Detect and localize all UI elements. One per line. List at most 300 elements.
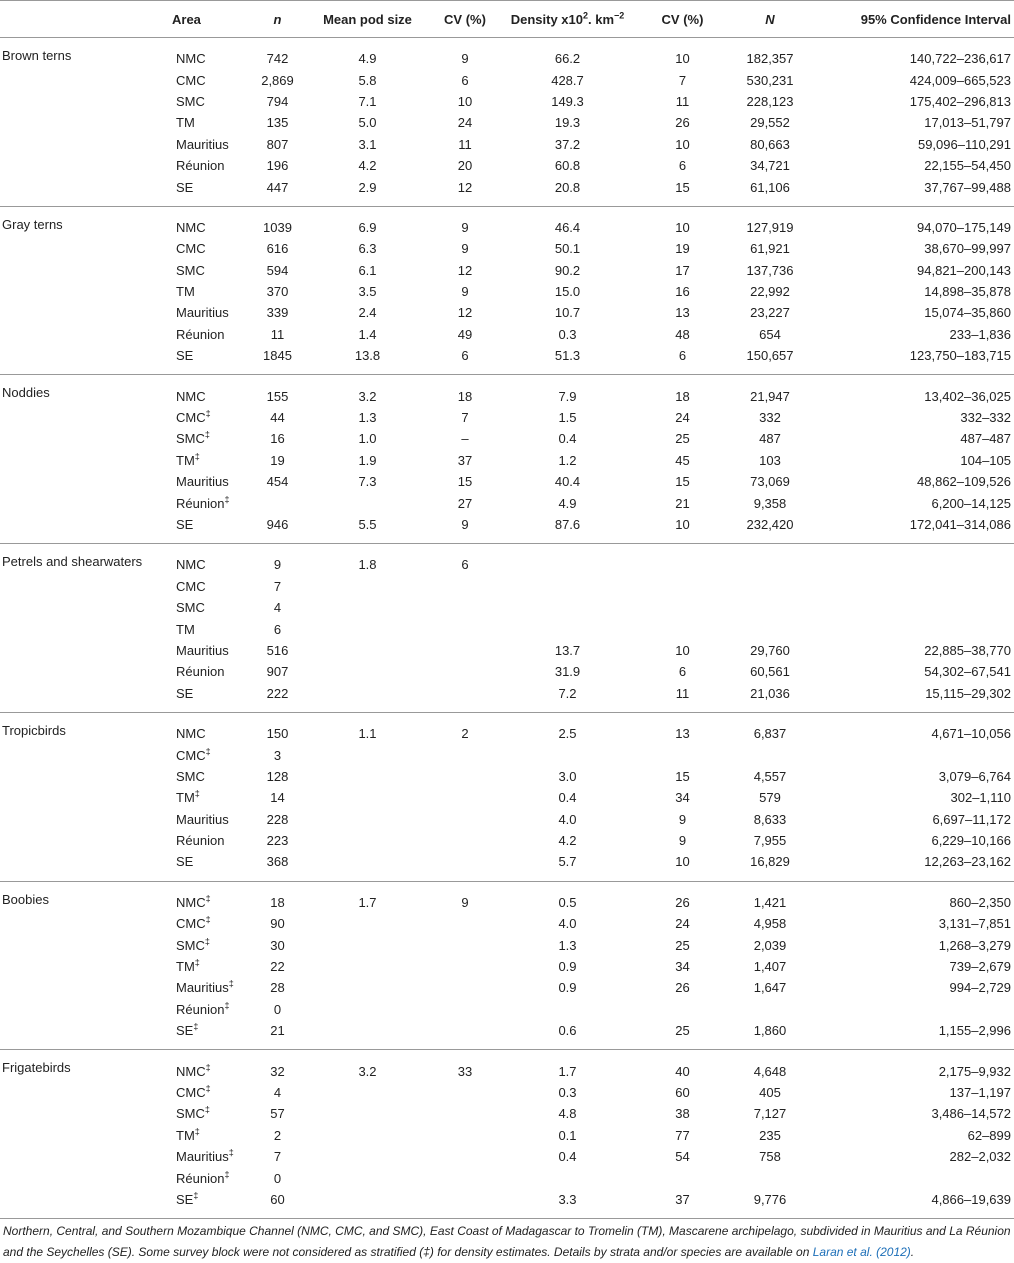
cell-n: 16 bbox=[270, 431, 285, 447]
area-label: CMC bbox=[176, 578, 206, 594]
cell-area bbox=[172, 38, 245, 70]
group-name: Boobies bbox=[2, 891, 49, 907]
cell-cv-2: 24 bbox=[675, 410, 690, 426]
area-label: Réunion bbox=[176, 1001, 225, 1017]
cell-N: 80,663 bbox=[750, 136, 790, 152]
cell-cv-2: 10 bbox=[630, 851, 735, 881]
cell-mean-pod-size bbox=[310, 830, 425, 851]
stratified-marker: ‡ bbox=[228, 979, 234, 990]
stratified-marker: ‡ bbox=[204, 936, 210, 947]
stratified-marker: ‡ bbox=[194, 1126, 200, 1137]
cell-area bbox=[172, 809, 245, 830]
table-row bbox=[0, 91, 1014, 112]
cell-confidence-interval: 2,175–9,932 bbox=[938, 1063, 1011, 1079]
cell-N: 4,557 bbox=[753, 768, 787, 784]
cell-cv-1 bbox=[425, 576, 505, 597]
cell-density: 4.8 bbox=[558, 1106, 577, 1122]
cell-confidence-interval: 15,074–35,860 bbox=[924, 305, 1011, 321]
cell-cv-1: 2 bbox=[461, 726, 469, 742]
cell-area bbox=[172, 576, 245, 597]
cell-mean-pod-size bbox=[310, 1189, 425, 1219]
cell-density: 0.5 bbox=[558, 894, 577, 910]
header-N: N bbox=[735, 1, 805, 38]
cell-area bbox=[172, 1167, 245, 1188]
cell-area bbox=[172, 69, 245, 90]
cell-cv-2: 11 bbox=[630, 683, 735, 713]
cell-N: 23,227 bbox=[750, 305, 790, 321]
cell-mean-pod-size: 7.3 bbox=[358, 474, 377, 490]
cell-confidence-interval: 6,697–11,172 bbox=[932, 811, 1011, 827]
cell-mean-pod-size: 4.9 bbox=[358, 51, 377, 67]
cell-mean-pod-size: 1.0 bbox=[358, 431, 377, 447]
cell-mean-pod-size bbox=[310, 744, 425, 765]
cell-density: 66.2 bbox=[554, 51, 581, 67]
cell-density bbox=[505, 744, 630, 765]
group-name-empty bbox=[0, 597, 172, 618]
cell-density: 0.4 bbox=[558, 790, 577, 806]
table-row bbox=[0, 640, 1014, 661]
table-row bbox=[0, 618, 1014, 639]
cell-density: 2.5 bbox=[558, 726, 577, 742]
cell-n: 794 bbox=[266, 93, 289, 109]
cell-cv-1 bbox=[425, 618, 505, 639]
cell-cv-1: 33 bbox=[457, 1063, 473, 1079]
cell-area bbox=[172, 1103, 245, 1124]
cell-n: 4 bbox=[273, 1084, 282, 1100]
cell-cv-2: 13 bbox=[675, 726, 690, 742]
cell-n bbox=[245, 492, 310, 513]
cell-n: 223 bbox=[266, 833, 289, 849]
table-row bbox=[0, 851, 1014, 881]
cell-mean-pod-size bbox=[310, 999, 425, 1020]
cell-confidence-interval: 137–1,197 bbox=[949, 1084, 1011, 1100]
cell-N: 182,357 bbox=[746, 51, 794, 67]
table-row bbox=[0, 281, 1014, 302]
cell-cv-2: 40 bbox=[675, 1063, 690, 1079]
cell-N: 61,921 bbox=[750, 241, 790, 257]
group-name-empty bbox=[0, 787, 172, 808]
cell-N: 21,036 bbox=[735, 683, 805, 713]
cell-density bbox=[505, 999, 630, 1020]
cell-mean-pod-size bbox=[310, 956, 425, 977]
area-label: CMC bbox=[176, 1084, 206, 1100]
table-row bbox=[0, 787, 1014, 808]
group-name-empty bbox=[0, 238, 172, 259]
cell-confidence-interval: 15,115–29,302 bbox=[805, 683, 1014, 713]
cell-N: 21,947 bbox=[750, 388, 790, 404]
table-row bbox=[0, 514, 1014, 544]
cell-N: 1,421 bbox=[753, 894, 787, 910]
cell-area bbox=[172, 1082, 245, 1103]
cell-area bbox=[172, 956, 245, 977]
cell-cv-1: 12 bbox=[457, 305, 473, 321]
cell-cv-1: 20 bbox=[457, 158, 473, 174]
cell-area bbox=[172, 302, 245, 323]
cell-confidence-interval: 282–2,032 bbox=[949, 1149, 1011, 1165]
area-label: SE bbox=[176, 348, 194, 364]
area-label: TM bbox=[176, 959, 195, 975]
cell-density: 3.3 bbox=[505, 1189, 630, 1219]
cell-cv-1 bbox=[425, 851, 505, 881]
cell-density: 50.1 bbox=[554, 241, 581, 257]
cell-cv-1 bbox=[425, 683, 505, 713]
cell-density: 0.4 bbox=[558, 431, 577, 447]
cell-cv-2: 37 bbox=[630, 1189, 735, 1219]
cell-cv-2: 38 bbox=[675, 1106, 690, 1122]
cell-n: 135 bbox=[266, 115, 289, 131]
area-label: CMC bbox=[176, 241, 206, 257]
cell-area bbox=[172, 913, 245, 934]
group-name-empty bbox=[0, 744, 172, 765]
group-name: Frigatebirds bbox=[2, 1060, 71, 1076]
stratified-marker: ‡ bbox=[224, 494, 230, 505]
header-density-unit: . km bbox=[588, 11, 615, 27]
table-row bbox=[0, 1146, 1014, 1167]
cell-cv-2: 25 bbox=[630, 1020, 735, 1050]
table-row bbox=[0, 683, 1014, 713]
cell-n: 14 bbox=[270, 790, 285, 806]
area-label: CMC bbox=[176, 747, 206, 763]
cell-area bbox=[172, 618, 245, 639]
group-name-empty bbox=[0, 1082, 172, 1103]
stratified-marker: ‡ bbox=[224, 1000, 230, 1011]
cell-N: 103 bbox=[759, 452, 781, 468]
area-label: TM bbox=[176, 115, 195, 131]
cell-area bbox=[172, 176, 245, 206]
table-row bbox=[0, 1125, 1014, 1146]
header-cv-2: CV (%) bbox=[630, 1, 735, 38]
stratified-marker: ‡ bbox=[205, 408, 211, 419]
cell-cv-2: 45 bbox=[675, 452, 690, 468]
table-row bbox=[0, 112, 1014, 133]
cell-density: 1.2 bbox=[558, 452, 577, 468]
cell-N: 579 bbox=[759, 790, 781, 806]
cell-density: 4.2 bbox=[558, 833, 577, 849]
cell-cv-1 bbox=[425, 640, 505, 661]
cell-area bbox=[172, 428, 245, 449]
cell-area bbox=[172, 999, 245, 1020]
cell-confidence-interval: 6,200–14,125 bbox=[931, 495, 1011, 511]
cell-n: 32 bbox=[270, 1063, 285, 1079]
cell-cv-2 bbox=[630, 618, 735, 639]
table-row bbox=[0, 134, 1014, 155]
cell-n: 7 bbox=[273, 1149, 282, 1165]
area-label: TM bbox=[176, 284, 195, 300]
area-label: SMC bbox=[176, 768, 205, 784]
cell-density: 149.3 bbox=[551, 93, 584, 109]
cell-mean-pod-size bbox=[310, 1103, 425, 1124]
cell-n: 22 bbox=[270, 959, 285, 975]
stratified-marker: ‡ bbox=[193, 1021, 199, 1032]
cell-n: 11 bbox=[270, 326, 285, 342]
cell-mean-pod-size: 6.1 bbox=[358, 262, 377, 278]
area-label: SE bbox=[176, 685, 194, 701]
cell-mean-pod-size bbox=[310, 1020, 425, 1050]
cell-area bbox=[172, 238, 245, 259]
area-label: CMC bbox=[176, 410, 206, 426]
cell-N: 6,837 bbox=[753, 726, 787, 742]
cell-cv-2: 11 bbox=[675, 93, 690, 109]
table-row bbox=[0, 597, 1014, 618]
cell-mean-pod-size: 1.4 bbox=[358, 326, 377, 342]
cell-N bbox=[735, 1167, 805, 1188]
cell-n: 907 bbox=[266, 664, 289, 680]
cell-confidence-interval: 6,229–10,166 bbox=[931, 833, 1011, 849]
cell-cv-1: 24 bbox=[457, 115, 473, 131]
cell-n: 9 bbox=[273, 557, 282, 573]
cell-area bbox=[172, 787, 245, 808]
table-row bbox=[0, 744, 1014, 765]
area-label: NMC bbox=[176, 388, 206, 404]
group-name: Tropicbirds bbox=[2, 722, 66, 738]
area-label: Réunion bbox=[176, 326, 225, 342]
group-name-empty bbox=[0, 1189, 172, 1219]
area-label: CMC bbox=[176, 72, 206, 88]
group-name-empty bbox=[0, 450, 172, 471]
cell-cv-1: 9 bbox=[461, 241, 469, 257]
cell-cv-1 bbox=[425, 1146, 505, 1167]
table-row bbox=[0, 576, 1014, 597]
cell-cv-2: 15 bbox=[675, 474, 690, 490]
cell-cv-1 bbox=[425, 1189, 505, 1219]
cell-cv-1 bbox=[425, 1167, 505, 1188]
group-name-empty bbox=[0, 260, 172, 281]
cell-N: 758 bbox=[759, 1149, 781, 1165]
area-label: TM bbox=[176, 1127, 195, 1143]
species-group bbox=[0, 712, 1014, 881]
cell-cv-1 bbox=[425, 1020, 505, 1050]
group-name-empty bbox=[0, 683, 172, 713]
cell-mean-pod-size: 2.9 bbox=[310, 176, 425, 206]
cell-cv-1: 9 bbox=[461, 219, 469, 235]
group-name-empty bbox=[0, 576, 172, 597]
cell-cv-1 bbox=[425, 809, 505, 830]
area-label: NMC bbox=[176, 51, 206, 67]
cell-confidence-interval: 140,722–236,617 bbox=[909, 51, 1011, 67]
cell-confidence-interval: 104–105 bbox=[960, 452, 1011, 468]
cell-cv-1 bbox=[425, 999, 505, 1020]
group-name-empty bbox=[0, 407, 172, 428]
cell-mean-pod-size bbox=[310, 1167, 425, 1188]
cell-density bbox=[505, 618, 630, 639]
cell-n: 7 bbox=[273, 578, 282, 594]
cell-cv-1: 15 bbox=[457, 474, 473, 490]
table-row bbox=[0, 1103, 1014, 1124]
cell-area bbox=[172, 830, 245, 851]
cell-area bbox=[172, 91, 245, 112]
area-label: NMC bbox=[176, 557, 206, 573]
cell-mean-pod-size bbox=[310, 492, 425, 513]
cell-area bbox=[172, 934, 245, 955]
area-label: SE bbox=[176, 1023, 194, 1039]
group-name: Brown terns bbox=[2, 48, 72, 63]
table-row bbox=[0, 238, 1014, 259]
cell-confidence-interval bbox=[805, 597, 1014, 618]
cell-confidence-interval: 12,263–23,162 bbox=[805, 851, 1014, 881]
cell-cv-1: 27 bbox=[457, 495, 473, 511]
table-row bbox=[0, 1020, 1014, 1050]
cell-density: 87.6 bbox=[505, 514, 630, 544]
cell-mean-pod-size: 1.3 bbox=[358, 410, 377, 426]
cell-cv-2: 9 bbox=[678, 811, 687, 827]
cell-mean-pod-size bbox=[310, 809, 425, 830]
cell-mean-pod-size: 3.2 bbox=[358, 1063, 377, 1079]
area-label: Mauritius bbox=[176, 811, 229, 827]
cell-N: 8,633 bbox=[753, 811, 787, 827]
cell-mean-pod-size: 7.1 bbox=[358, 93, 377, 109]
cell-N: 654 bbox=[759, 326, 781, 342]
table-row bbox=[0, 712, 1014, 744]
area-label: Réunion bbox=[176, 495, 225, 511]
cell-confidence-interval bbox=[805, 544, 1014, 576]
table-row bbox=[0, 881, 1014, 913]
cell-cv-2: 54 bbox=[675, 1149, 690, 1165]
cell-confidence-interval: 48,862–109,526 bbox=[917, 474, 1011, 490]
table-caption bbox=[0, 1219, 1014, 1263]
area-label: TM bbox=[176, 621, 195, 637]
cell-area bbox=[172, 881, 245, 913]
stratified-marker: ‡ bbox=[205, 1083, 211, 1094]
cell-n: 21 bbox=[245, 1020, 310, 1050]
cell-N bbox=[735, 597, 805, 618]
cell-confidence-interval: 860–2,350 bbox=[949, 894, 1011, 910]
group-name-empty bbox=[0, 176, 172, 206]
cell-cv-2: 13 bbox=[675, 305, 690, 321]
cell-n: 57 bbox=[270, 1106, 285, 1122]
cell-cv-2: 26 bbox=[675, 115, 690, 131]
cell-cv-1: – bbox=[461, 431, 469, 447]
species-group bbox=[0, 881, 1014, 1050]
cell-N: 232,420 bbox=[735, 514, 805, 544]
cell-mean-pod-size: 3.1 bbox=[358, 136, 377, 152]
cell-mean-pod-size: 2.4 bbox=[358, 305, 377, 321]
cell-n: 60 bbox=[245, 1189, 310, 1219]
cell-n: 44 bbox=[270, 410, 285, 426]
area-label: Mauritius bbox=[176, 642, 229, 658]
group-name-empty bbox=[0, 302, 172, 323]
cell-confidence-interval: 13,402–36,025 bbox=[924, 388, 1011, 404]
cell-n: 18 bbox=[270, 894, 285, 910]
cell-area bbox=[172, 712, 245, 744]
group-name-empty bbox=[0, 1167, 172, 1188]
table-row bbox=[0, 407, 1014, 428]
area-label: Réunion bbox=[176, 1170, 225, 1186]
cell-n: 1845 bbox=[245, 345, 310, 375]
area-label: Mauritius bbox=[176, 305, 229, 321]
area-label: SE bbox=[176, 854, 194, 870]
cell-cv-2: 10 bbox=[630, 514, 735, 544]
table-row bbox=[0, 934, 1014, 955]
group-name-empty bbox=[0, 492, 172, 513]
cell-cv-2: 10 bbox=[675, 51, 690, 67]
stratified-marker: ‡ bbox=[224, 1169, 230, 1180]
header-density bbox=[505, 1, 630, 38]
cell-density: 0.9 bbox=[558, 959, 577, 975]
area-label: SE bbox=[176, 179, 194, 195]
cell-density: 20.8 bbox=[505, 176, 630, 206]
cell-area bbox=[172, 324, 245, 345]
cell-confidence-interval: 172,041–314,086 bbox=[805, 514, 1014, 544]
stratified-marker: ‡ bbox=[205, 893, 211, 904]
table-row bbox=[0, 260, 1014, 281]
area-label: Réunion bbox=[176, 664, 225, 680]
group-name: Petrels and shearwaters bbox=[2, 554, 143, 570]
cell-mean-pod-size bbox=[310, 787, 425, 808]
table-row bbox=[0, 155, 1014, 176]
cell-density bbox=[505, 544, 630, 576]
cell-mean-pod-size bbox=[310, 597, 425, 618]
cell-cv-2: 17 bbox=[675, 262, 690, 278]
cell-cv-2 bbox=[630, 576, 735, 597]
stratified-marker: ‡ bbox=[205, 746, 211, 757]
cell-density: 13.7 bbox=[554, 642, 581, 658]
header-density-unit-exp: −2 bbox=[614, 10, 625, 21]
cell-cv-1: 9 bbox=[461, 894, 469, 910]
stratified-marker: ‡ bbox=[205, 1062, 211, 1073]
cell-area bbox=[172, 514, 245, 544]
table-row bbox=[0, 1050, 1014, 1082]
cell-n: 594 bbox=[266, 262, 289, 278]
cell-cv-1: 6 bbox=[461, 557, 469, 573]
cell-N: 332 bbox=[759, 410, 781, 426]
stratified-marker: ‡ bbox=[228, 1147, 234, 1158]
cell-density: 5.7 bbox=[505, 851, 630, 881]
species-group bbox=[0, 38, 1014, 207]
header-density-prefix: Density x10 bbox=[510, 11, 583, 27]
cell-N: 73,069 bbox=[750, 474, 790, 490]
cell-density: 4.0 bbox=[558, 811, 577, 827]
citation-link[interactable]: Laran et al. (2012) bbox=[812, 1245, 911, 1260]
stratified-marker: ‡ bbox=[204, 1105, 210, 1116]
cell-mean-pod-size bbox=[310, 1125, 425, 1146]
cell-cv-1: 37 bbox=[457, 452, 473, 468]
cell-confidence-interval: 17,013–51,797 bbox=[924, 115, 1011, 131]
cell-area bbox=[172, 450, 245, 471]
species-group bbox=[0, 544, 1014, 713]
cell-density: 46.4 bbox=[554, 219, 581, 235]
table-row bbox=[0, 661, 1014, 682]
cell-cv-2: 34 bbox=[675, 959, 690, 975]
group-name-empty bbox=[0, 809, 172, 830]
cell-density: 0.3 bbox=[558, 326, 577, 342]
area-label: SMC bbox=[176, 600, 205, 616]
cell-cv-2: 10 bbox=[675, 219, 690, 235]
group-name-empty bbox=[0, 428, 172, 449]
cell-confidence-interval bbox=[805, 576, 1014, 597]
table-row bbox=[0, 450, 1014, 471]
cell-density: 4.9 bbox=[558, 495, 577, 511]
cell-mean-pod-size: 3.2 bbox=[358, 388, 377, 404]
cell-area bbox=[172, 1125, 245, 1146]
area-label: SMC bbox=[176, 262, 205, 278]
cell-density: 90.2 bbox=[554, 262, 581, 278]
group-name: Noddies bbox=[2, 385, 50, 401]
cell-density: 60.8 bbox=[554, 158, 581, 174]
cell-N: 7,127 bbox=[753, 1106, 787, 1122]
cell-mean-pod-size bbox=[310, 913, 425, 934]
cell-confidence-interval: 233–1,836 bbox=[949, 326, 1011, 342]
cell-N: 16,829 bbox=[735, 851, 805, 881]
header-area: Area bbox=[172, 1, 245, 38]
cell-cv-2: 24 bbox=[675, 916, 690, 932]
group-name-empty bbox=[0, 851, 172, 881]
cell-mean-pod-size bbox=[310, 640, 425, 661]
cell-density: 40.4 bbox=[554, 474, 581, 490]
cell-N bbox=[735, 544, 805, 576]
group-name-empty bbox=[0, 69, 172, 90]
cell-cv-1: 12 bbox=[457, 262, 473, 278]
cell-cv-1 bbox=[425, 787, 505, 808]
